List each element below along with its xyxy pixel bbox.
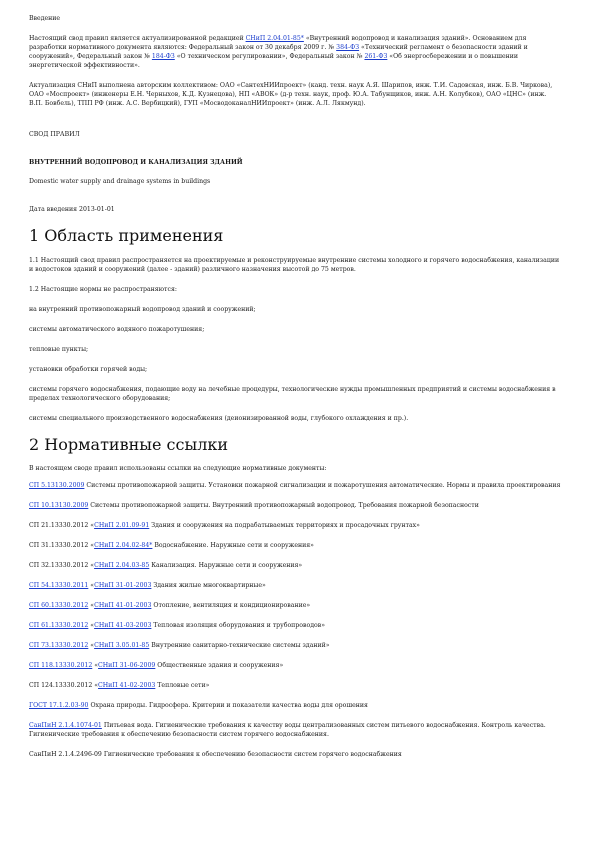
reference-link[interactable]: СП 73.13330.2012 xyxy=(29,642,89,649)
reference-item xyxy=(29,750,561,759)
link-261-fz[interactable]: 261-ФЗ xyxy=(364,53,388,60)
reference-link[interactable]: СНиП 41-03-2003 xyxy=(94,622,152,629)
reference-text: Питьевая вода. Гигиенические требования к качеству воды централизованных систем питьевого водоснабжения. Контроль качества. Гигиенические требования к обеспечению безопасности систем горячего водоснабжения. xyxy=(29,722,546,738)
text-fragment: «Технический регламент о безопасности зданий и сооружений», Федеральный закон № xyxy=(29,44,528,60)
text-fragment: «О техническом регулировании», Федеральный закон № xyxy=(174,53,365,60)
intro-heading: Введение xyxy=(29,15,61,22)
reference-text: СП 31.13330.2012 « xyxy=(29,542,95,549)
reference-link[interactable]: СП 61.13330.2012 xyxy=(29,622,89,629)
reference-link[interactable]: СП 54.13330.2011 xyxy=(29,582,89,589)
reference-link[interactable]: СП 10.13130.2009 xyxy=(29,502,89,509)
link-snip-2-04-01-85[interactable]: СНиП 2.04.01-85* xyxy=(245,35,304,42)
reference-item xyxy=(29,581,561,590)
reference-text: СП 32.13330.2012 « xyxy=(29,562,95,569)
reference-text: Здания жилые многоквартирные» xyxy=(151,582,266,589)
exclusion-item: системы горячего водоснабжения, подающие воду на лечебные процедуры, технологические нужды промышленных предприятий и системы водоснабжения в пределах технологического оборудования; xyxy=(29,386,556,402)
reference-text: « xyxy=(88,602,95,609)
document-name: ВНУТРЕННИЙ ВОДОПРОВОД И КАНАЛИЗАЦИЯ ЗДАНИЙ xyxy=(29,159,243,166)
section-1-paragraph-1: 1.1 Настоящий свод правил распространяется на проектируемые и реконструируемые внутренние системы холодного и горячего водоснабжения, канализации и водостоков зданий и сооружений (далее - зданий) различного назначения высотой до 75 метров. xyxy=(29,257,560,273)
reference-link[interactable]: СП 5.13130.2009 xyxy=(29,482,85,489)
reference-item xyxy=(29,541,561,550)
reference-text: Системы противопожарной защиты. Установки пожарной сигнализации и пожаротушения автоматические. Нормы и правила проектирования xyxy=(84,482,561,489)
reference-text: Отопление, вентиляция и кондиционирование» xyxy=(151,602,311,609)
reference-item xyxy=(29,521,561,530)
reference-item xyxy=(29,721,561,739)
reference-text: Здания и сооружения на подрабатываемых территориях и просадочных грунтах» xyxy=(149,522,420,529)
reference-text: « xyxy=(88,622,95,629)
reference-item xyxy=(29,661,561,670)
reference-item xyxy=(29,481,561,490)
reference-link[interactable]: СП 60.13330.2012 xyxy=(29,602,89,609)
reference-link[interactable]: СанПиН 2.1.4.1074-01 xyxy=(29,722,102,729)
reference-text: СП 21.13330.2012 « xyxy=(29,522,95,529)
reference-item xyxy=(29,561,561,570)
exclusion-item: установки обработки горячей воды; xyxy=(29,366,148,373)
reference-text: СП 124.13330.2012 « xyxy=(29,682,99,689)
reference-text: Тепловые сети» xyxy=(155,682,210,689)
reference-link[interactable]: СНиП 31-06-2009 xyxy=(98,662,156,669)
section-1-paragraph-2: 1.2 Настоящие нормы не распространяются: xyxy=(29,286,177,293)
reference-item xyxy=(29,621,561,630)
section-2-intro: В настоящем своде правил использованы ссылки на следующие нормативные документы: xyxy=(29,465,327,472)
exclusion-item: системы специального производственного водоснабжения (деионизированной воды, глубокого охлаждения и пр.). xyxy=(29,415,409,422)
reference-link[interactable]: СНиП 31-01-2003 xyxy=(94,582,152,589)
reference-link[interactable]: ГОСТ 17.1.2.03-90 xyxy=(29,702,89,709)
reference-text: Охрана природы. Гидросфера. Критерии и показатели качества воды для орошения xyxy=(88,702,368,709)
section-1-title: 1 Область применения xyxy=(29,226,224,245)
intro-paragraph-authors: Актуализация СНиП выполнена авторским коллективом: ОАО «СантехНИИпроект» (канд. техн. наук А.Я. Шарипов, инж. Т.И. Садовская, инж. Б.В. Чиркова), ОАО «Моспроект» (инженеры Е.Н. Черныхов, К.Д. Кузнецова), НП «АВОК» (д-р техн. наук, проф. Ю.А. Табунщиков, инж. А.Н. Колубков), ОАО «ЦНС» (инж. В.П. Бовбель), ТПП РФ (инж. А.С. Вербицкий), ГУП «МосводоканалНИИпроект» (инж. А.Л. Лякмунд). xyxy=(29,82,553,107)
reference-link[interactable]: СНиП 41-02-2003 xyxy=(98,682,156,689)
text-fragment: «Внутренний водопровод и канализация зданий». Основанием для разработки нормативного документа являются: Федеральный закон от 30 декабря 2009 г. № xyxy=(29,35,527,51)
reference-link[interactable]: СНиП 2.04.02-84* xyxy=(94,542,153,549)
reference-link[interactable]: СНиП 2.04.03-85 xyxy=(94,562,150,569)
exclusion-item: тепловые пункты; xyxy=(29,346,89,353)
reference-link[interactable]: СНиП 3.05.01-85 xyxy=(94,642,150,649)
reference-link[interactable]: СП 118.13330.2012 xyxy=(29,662,93,669)
reference-item xyxy=(29,701,561,710)
exclusion-item: на внутренний противопожарный водопровод зданий и сооружений; xyxy=(29,306,256,313)
document-content xyxy=(29,14,561,759)
reference-text: Канализация. Наружные сети и сооружения» xyxy=(149,562,303,569)
document-name-english: Domestic water supply and drainage systems in buildings xyxy=(29,178,211,185)
reference-text: « xyxy=(92,662,99,669)
text-fragment: «Об энергосбережении и о повышении энергетической эффективности». xyxy=(29,53,519,69)
reference-item xyxy=(29,681,561,690)
link-184-fz[interactable]: 184-ФЗ xyxy=(151,53,175,60)
reference-text: Тепловая изоляция оборудования и трубопроводов» xyxy=(151,622,326,629)
code-label: СВОД ПРАВИЛ xyxy=(29,131,80,138)
reference-text: « xyxy=(88,582,95,589)
reference-item xyxy=(29,501,561,510)
intro-paragraph-basis xyxy=(29,34,561,70)
reference-item xyxy=(29,601,561,610)
exclusion-item: системы автоматического водяного пожаротушения; xyxy=(29,326,205,333)
reference-text: СанПиН 2.1.4.2496-09 Гигиенические требования к обеспечению безопасности систем горячего водоснабжения xyxy=(29,751,402,758)
reference-text: Водоснабжение. Наружные сети и сооружения» xyxy=(152,542,314,549)
section-2-title: 2 Нормативные ссылки xyxy=(29,435,229,454)
introduction-date: Дата введения 2013-01-01 xyxy=(29,206,115,213)
reference-text: Системы противопожарной защиты. Внутренний противопожарный водопровод. Требования пожарной безопасности xyxy=(88,502,479,509)
reference-text: « xyxy=(88,642,95,649)
reference-link[interactable]: СНиП 2.01.09-91 xyxy=(94,522,150,529)
reference-item xyxy=(29,641,561,650)
reference-link[interactable]: СНиП 41-01-2003 xyxy=(94,602,152,609)
reference-text: Внутренние санитарно-технические системы зданий» xyxy=(149,642,330,649)
link-384-fz[interactable]: 384-ФЗ xyxy=(336,44,360,51)
text-fragment: Настоящий свод правил является актуализированной редакцией xyxy=(29,35,246,42)
reference-text: Общественные здания и сооружения» xyxy=(155,662,284,669)
